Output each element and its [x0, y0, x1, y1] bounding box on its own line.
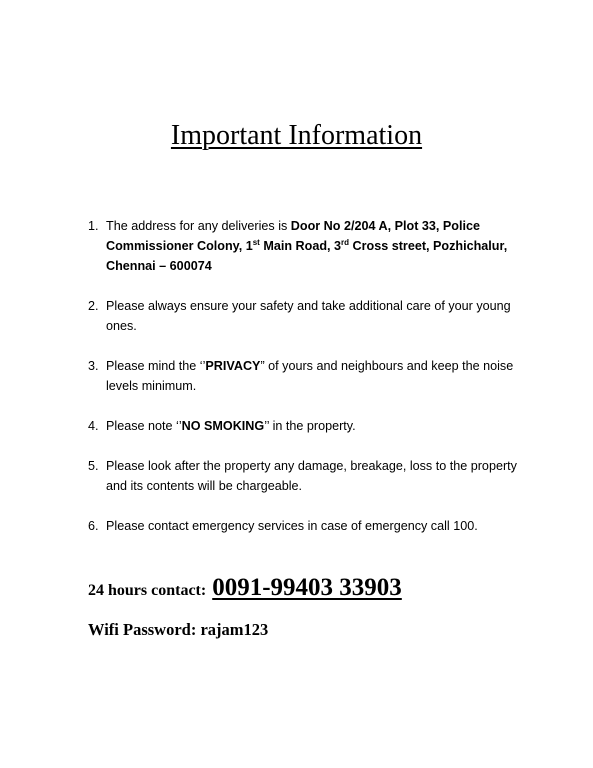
- delivery-address-part-1: Door No 2/204 A, Plot 33, Police Commissioner Colony, 1: [106, 219, 480, 253]
- privacy-post: ” of yours and neighbours and keep the noise levels minimum.: [106, 359, 514, 393]
- privacy-emphasis: PRIVACY: [205, 359, 261, 373]
- contact-line: [88, 574, 402, 602]
- list-item-text: [106, 356, 518, 396]
- page-title: Important Information: [170, 120, 423, 151]
- smoking-pre: Please note ‘’: [106, 419, 182, 433]
- contact-label: 24 hours contact: [88, 582, 201, 599]
- list-item: [88, 296, 518, 336]
- list-item-number: 5.: [88, 459, 99, 473]
- contact-colon: :: [200, 582, 207, 599]
- list-item: [88, 216, 518, 276]
- list-item-number: 3.: [88, 359, 99, 373]
- smoking-post: ’’ in the property.: [264, 419, 356, 433]
- delivery-address-part-2: Main Road, 3: [259, 239, 342, 253]
- list-item-text: [106, 416, 518, 436]
- delivery-address-intro: The address for any deliveries is: [106, 219, 291, 233]
- no-smoking-emphasis: NO SMOKING: [181, 419, 265, 433]
- list-item: [88, 416, 518, 436]
- list-item: [88, 516, 518, 536]
- delivery-address-part-3: Cross street, Pozhichalur, Chennai – 600074: [106, 239, 508, 273]
- list-item-text: Please contact emergency services in case of emergency call 100.: [106, 519, 478, 533]
- list-item-text: Please look after the property any damage, breakage, loss to the property and its contents will be chargeable.: [106, 459, 517, 493]
- list-item-number: 4.: [88, 419, 99, 433]
- list-item-text: Please always ensure your safety and take additional care of your young ones.: [106, 299, 511, 333]
- list-item: [88, 456, 518, 496]
- list-item: [88, 356, 518, 396]
- ordinal-suffix-rd: rd: [341, 237, 350, 247]
- list-item-number: 2.: [88, 299, 99, 313]
- list-item-number: 6.: [88, 519, 99, 533]
- privacy-pre: Please mind the ‘’: [106, 359, 206, 373]
- wifi-password: Wifi Password: rajam123: [88, 620, 269, 639]
- list-item-number: 1.: [88, 219, 99, 233]
- contact-phone-number: 0091-99403 33903: [212, 574, 402, 601]
- ordinal-suffix-st: st: [252, 237, 260, 247]
- info-list: [88, 216, 518, 556]
- list-item-text: [106, 216, 518, 276]
